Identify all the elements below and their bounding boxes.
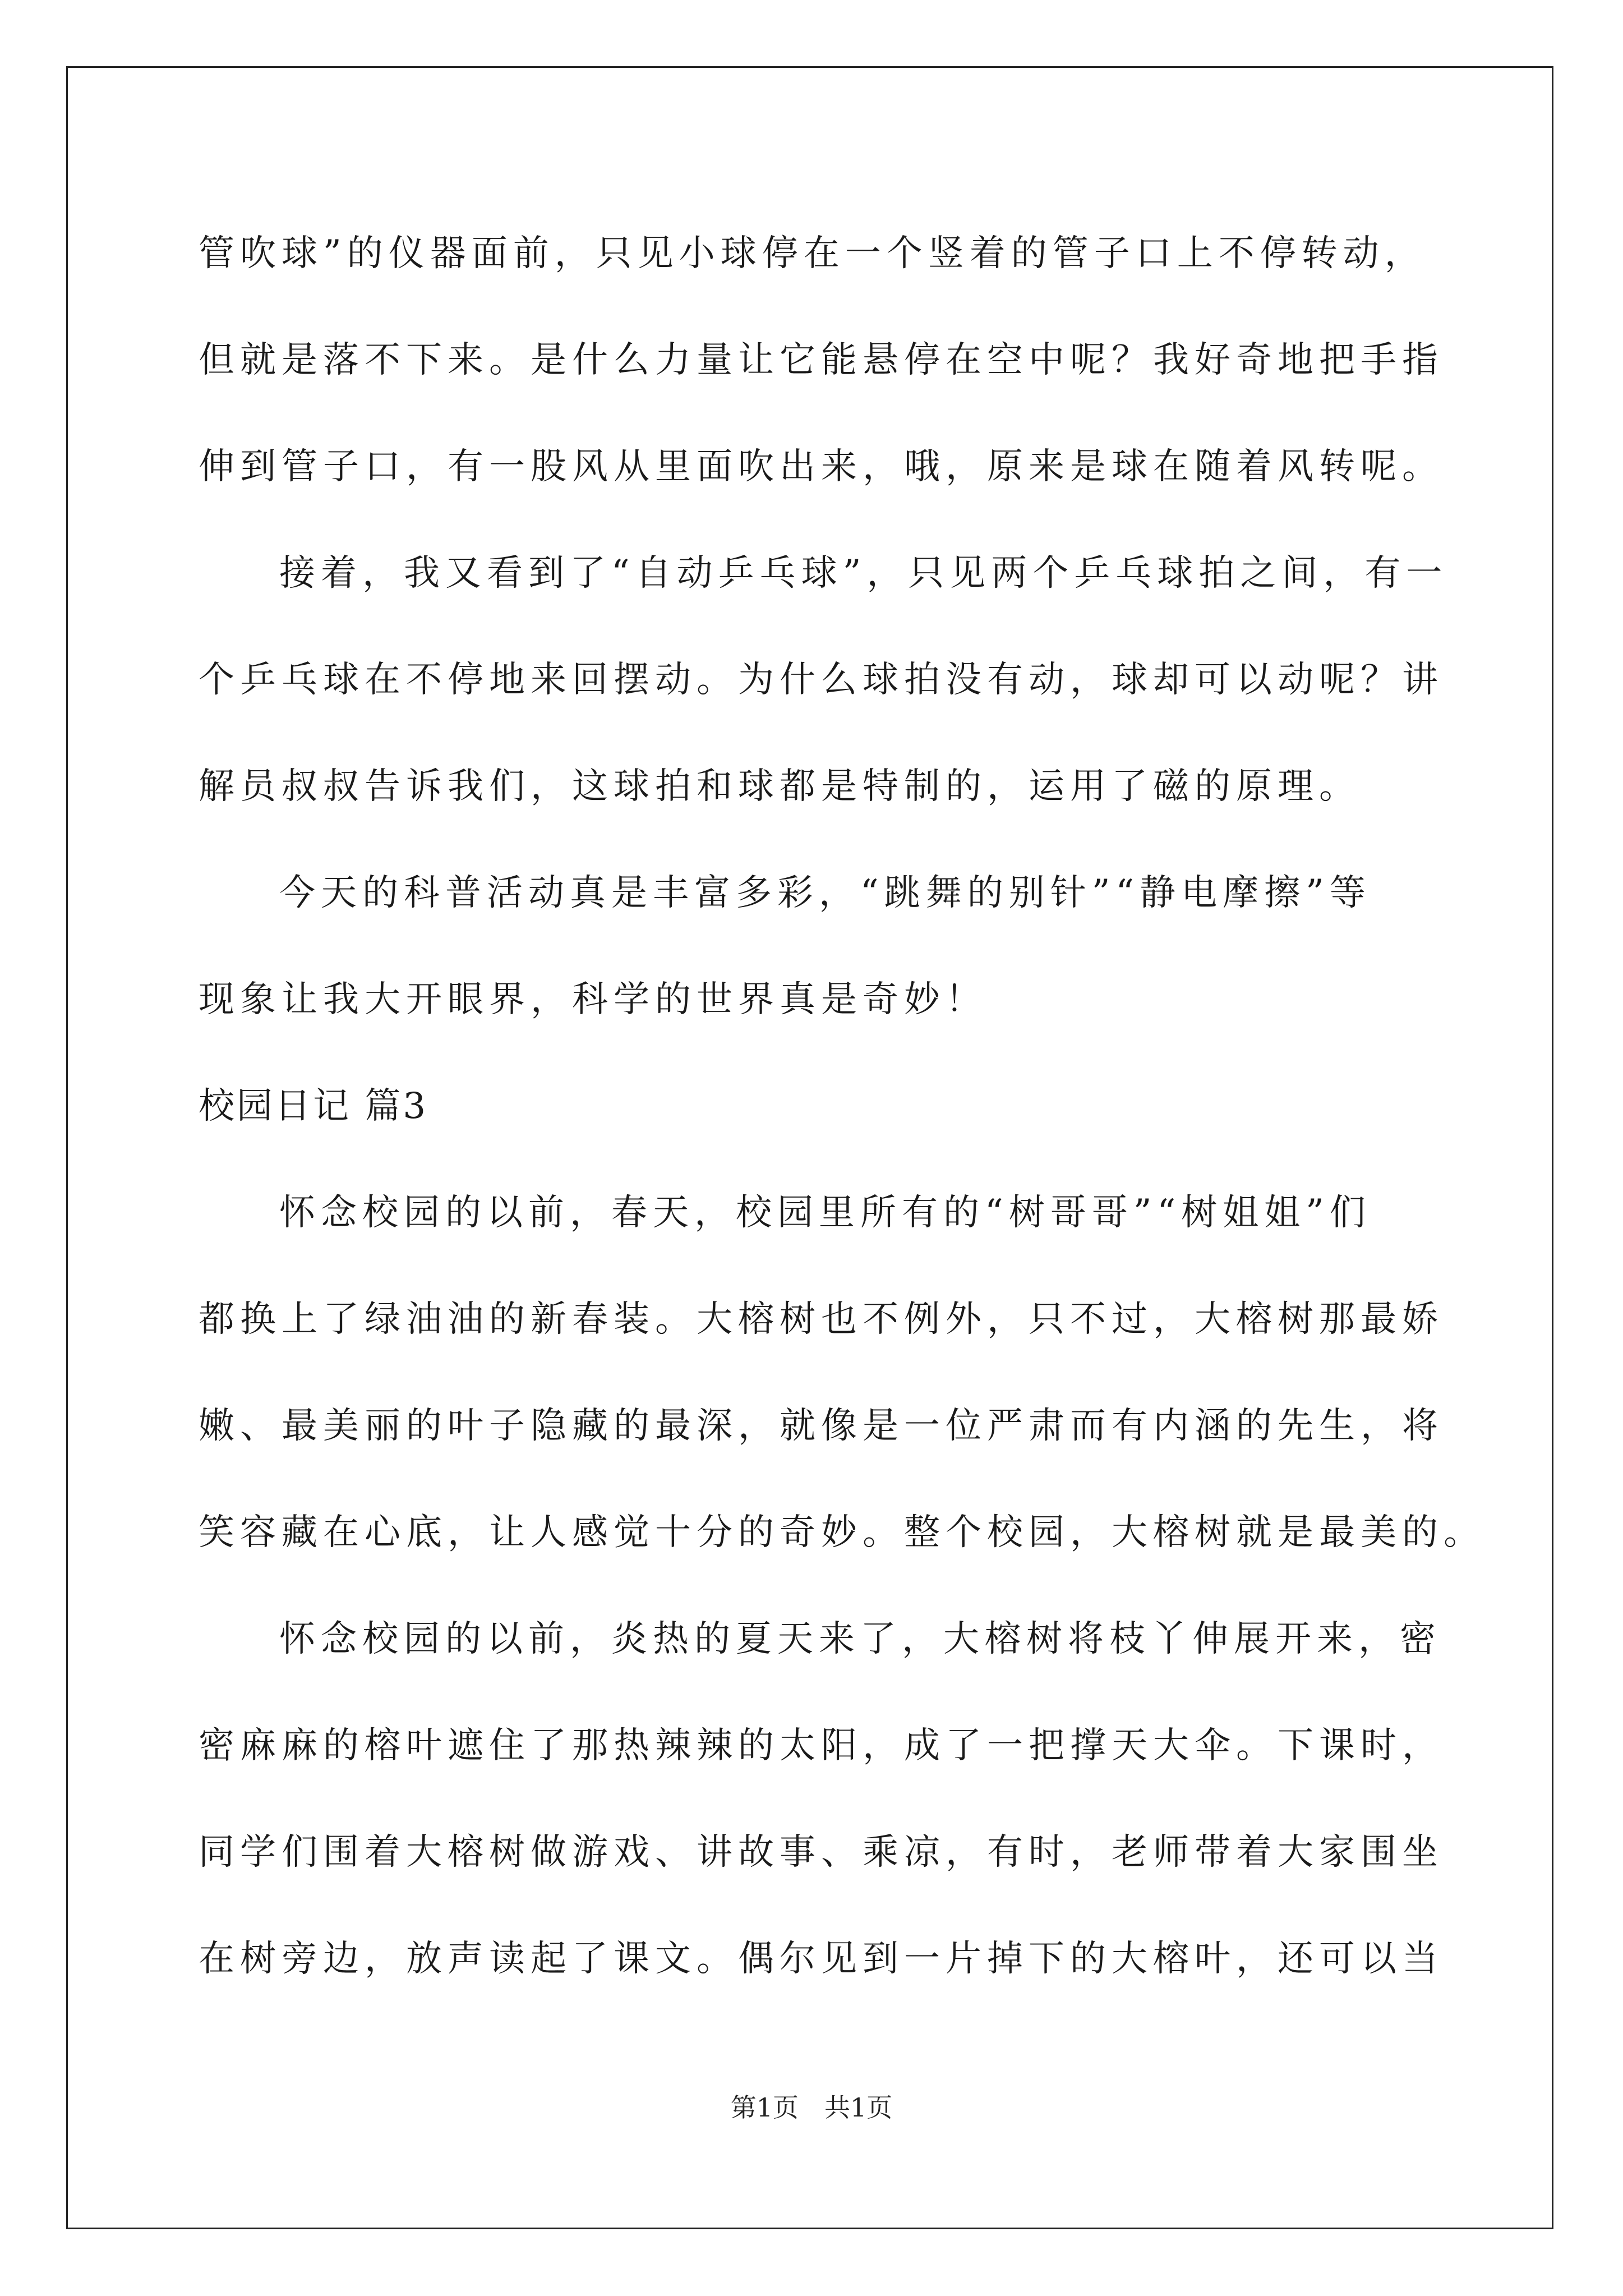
paragraph-line: 现象让我大开眼界，科学的世界真是奇妙！ bbox=[199, 979, 987, 1020]
paragraph-line: 接着，我又看到了“自动乒乓球”，只见两个乒乓球拍之间，有一 bbox=[279, 553, 1448, 594]
paragraph-line: 怀念校园的以前，春天，校园里所有的“树哥哥”“树姐姐”们 bbox=[279, 1192, 1371, 1234]
page-footer: 第1页 共1页 bbox=[730, 2092, 893, 2123]
paragraph-line: 但就是落不下来。是什么力量让它能悬停在空中呢？我好奇地把手指 bbox=[199, 339, 1444, 381]
paragraph-line: 密麻麻的榕叶遮住了那热辣辣的太阳，成了一把撑天大伞。下课时， bbox=[199, 1725, 1444, 1766]
page-border bbox=[66, 66, 1553, 2229]
paragraph-line: 在树旁边，放声读起了课文。偶尔见到一片掉下的大榕叶，还可以当 bbox=[199, 1938, 1444, 1980]
paragraph-line: 同学们围着大榕树做游戏、讲故事、乘凉，有时，老师带着大家围坐 bbox=[199, 1832, 1444, 1873]
paragraph-line: 都换上了绿油油的新春装。大榕树也不例外，只不过，大榕树那最娇 bbox=[199, 1299, 1444, 1340]
paragraph-line: 怀念校园的以前，炎热的夏天来了，大榕树将枝丫伸展开来，密 bbox=[279, 1618, 1441, 1660]
paragraph-line: 笑容藏在心底，让人感觉十分的奇妙。整个校园，大榕树就是最美的。 bbox=[199, 1512, 1485, 1553]
paragraph-line: 解员叔叔告诉我们，这球拍和球都是特制的，运用了磁的原理。 bbox=[199, 766, 1361, 807]
paragraph-line: 个乒乓球在不停地来回摆动。为什么球拍没有动，球却可以动呢？讲 bbox=[199, 659, 1444, 701]
section-heading: 校园日记 篇3 bbox=[199, 1085, 428, 1127]
paragraph-line: 嫩、最美丽的叶子隐藏的最深，就像是一位严肃而有内涵的先生，将 bbox=[199, 1405, 1444, 1447]
paragraph-line: 伸到管子口，有一股风从里面吹出来，哦，原来是球在随着风转呢。 bbox=[199, 446, 1444, 487]
paragraph-line: 管吹球”的仪器面前，只见小球停在一个竖着的管子口上不停转动， bbox=[199, 233, 1426, 274]
paragraph-line: 今天的科普活动真是丰富多彩，“跳舞的别针”“静电摩擦”等 bbox=[279, 872, 1371, 914]
